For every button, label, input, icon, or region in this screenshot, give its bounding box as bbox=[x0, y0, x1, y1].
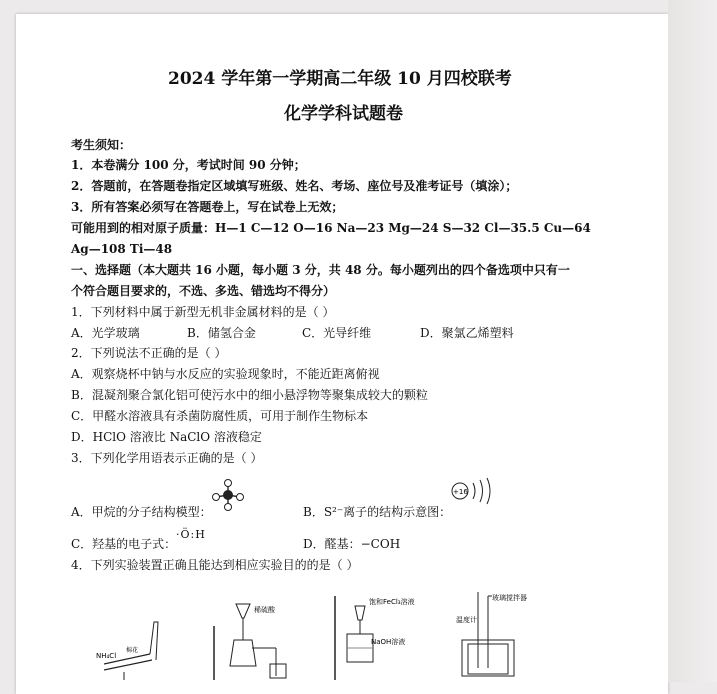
q3-stem: 3．下列化学用语表示正确的是（ ） bbox=[71, 451, 263, 465]
hydroxyl-electron-formula: ·Ö:H bbox=[176, 528, 206, 541]
methane-model-image bbox=[210, 478, 246, 512]
section-heading-line-2: 个符合题目要求的，不选、多选、错选均不得分） bbox=[71, 284, 336, 298]
notice-item-1: 1．本卷满分 100 分，考试时间 90 分钟； bbox=[71, 158, 306, 172]
fig3-fecl3-label: 饱和FeCl₃溶液 bbox=[369, 598, 415, 606]
fig4-thermometer-label: 温度计 bbox=[456, 616, 477, 624]
exam-page bbox=[16, 14, 668, 694]
q3-option-c: C．羟基的电子式： bbox=[71, 537, 177, 551]
sulfide-ion-structure-diagram bbox=[449, 476, 497, 506]
q2-option-a: A．观察烧杯中钠与水反应的实验现象时，不能近距离俯视 bbox=[71, 367, 380, 381]
atomic-mass-line-2: Ag—108 Ti—48 bbox=[71, 242, 173, 256]
viewer-background bbox=[668, 0, 717, 682]
q1-option-b: B．储氢合金 bbox=[187, 326, 256, 340]
notice-item-3: 3．所有答案必须写在答题卷上，写在试卷上无效； bbox=[71, 200, 344, 214]
q2-option-c: C．甲醛水溶液具有杀菌防腐性质，可用于制作生物标本 bbox=[71, 409, 369, 423]
section-heading-line-1: 一、选择题（本大题共 16 小题，每小题 3 分，共 48 分。每小题列出的四个备选项中只有一 bbox=[71, 263, 570, 277]
fig1-cotton-label: 棉花 bbox=[126, 647, 139, 654]
atomic-mass-line-1: 可能用到的相对原子质量：H—1 C—12 O—16 Na—23 Mg—24 S—32 Cl—35.5 Cu—64 bbox=[71, 221, 591, 235]
fig2-acid-label: 稀硫酸 bbox=[254, 606, 275, 614]
notice-item-2: 2．答题前，在答题卷指定区域填写班级、姓名、考场、座位号及准考证号（填涂）； bbox=[71, 179, 518, 193]
q1-option-a: A．光学玻璃 bbox=[71, 326, 140, 340]
q3-option-d: D．醛基：−COH bbox=[303, 537, 401, 551]
q1-stem: 1．下列材料中属于新型无机非金属材料的是（ ） bbox=[71, 305, 335, 319]
apparatus-4-image bbox=[448, 586, 548, 682]
apparatus-1-image bbox=[94, 612, 166, 682]
q2-stem: 2．下列说法不正确的是（ ） bbox=[71, 346, 227, 360]
nucleus-charge-label: +16 bbox=[453, 488, 468, 496]
exam-title: 2024 学年第一学期高二年级 10 月四校联考 bbox=[168, 69, 512, 89]
q2-option-b: B．混凝剂聚合氯化铝可使污水中的细小悬浮物等聚集成较大的颗粒 bbox=[71, 388, 428, 402]
q1-option-d: D．聚氯乙烯塑料 bbox=[420, 326, 514, 340]
apparatus-2-image bbox=[206, 596, 296, 682]
q3-option-a: A．甲烷的分子结构模型： bbox=[71, 505, 212, 519]
fig3-naoh-label: NaOH溶液 bbox=[371, 638, 406, 646]
q1-option-c: C．光导纤维 bbox=[302, 326, 372, 340]
fig4-stirrer-label: 玻璃搅拌器 bbox=[492, 594, 527, 602]
fig1-reagent-label: NH₄Cl bbox=[96, 652, 117, 660]
q4-stem: 4．下列实验装置正确且能达到相应实验目的的是（ ） bbox=[71, 558, 359, 572]
notice-heading: 考生须知： bbox=[71, 138, 132, 152]
q3-option-b: B．S²⁻离子的结构示意图： bbox=[303, 505, 452, 519]
apparatus-3-image bbox=[329, 592, 429, 682]
exam-subtitle: 化学学科试题卷 bbox=[284, 104, 403, 124]
q2-option-d: D．HClO 溶液比 NaClO 溶液稳定 bbox=[71, 430, 262, 444]
